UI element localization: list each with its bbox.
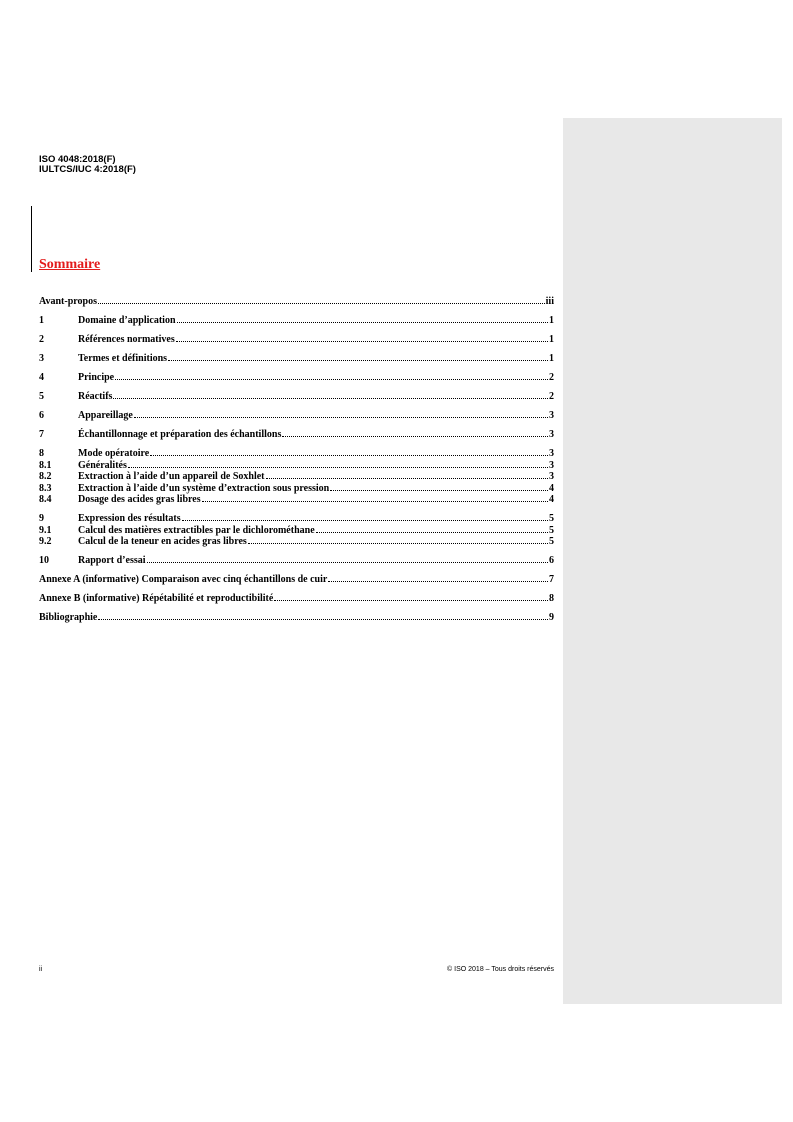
toc-entry-page: 1 bbox=[549, 334, 554, 345]
toc-leader-dots bbox=[274, 592, 548, 601]
toc-entry[interactable] bbox=[39, 371, 554, 383]
toc-entry-page: 3 bbox=[549, 410, 554, 421]
toc-entry-page: 5 bbox=[549, 524, 554, 536]
toc-entry-page: 5 bbox=[549, 513, 554, 524]
toc-leader-dots bbox=[147, 554, 548, 563]
toc-entry-page: 2 bbox=[549, 372, 554, 383]
toc-entry-page: 3 bbox=[549, 471, 554, 482]
toc-entry-label: Calcul de la teneur en acides gras libres bbox=[78, 536, 247, 547]
toc-entry[interactable] bbox=[39, 554, 554, 566]
toc-entry[interactable] bbox=[39, 592, 554, 604]
toc-entry-label: Dosage des acides gras libres bbox=[78, 494, 201, 505]
toc-entry[interactable] bbox=[39, 512, 554, 524]
toc-entry-page: 3 bbox=[549, 448, 554, 459]
toc-entry-label: Calcul des matières extractibles par le dichlorométhane bbox=[78, 524, 315, 536]
toc-leader-dots bbox=[134, 409, 548, 418]
toc-entry[interactable] bbox=[39, 611, 554, 623]
toc-leader-dots bbox=[98, 611, 548, 620]
toc-entry[interactable] bbox=[39, 573, 554, 585]
toc-entry[interactable] bbox=[39, 409, 554, 421]
toc-entry-label: Bibliographie bbox=[39, 612, 98, 623]
toc-entry-page: iii bbox=[545, 296, 554, 307]
toc-leader-dots bbox=[316, 524, 548, 533]
toc-entry-number: 2 bbox=[39, 334, 44, 345]
toc-entry-page: 2 bbox=[549, 391, 554, 402]
toc-leader-dots bbox=[328, 573, 548, 582]
toc-entry-label: Généralités bbox=[78, 459, 127, 471]
toc-entry-page: 6 bbox=[549, 555, 554, 566]
toc-entry-number: 4 bbox=[39, 372, 44, 383]
toc-entry[interactable] bbox=[39, 493, 554, 505]
toc-entry[interactable] bbox=[39, 482, 554, 494]
toc-entry-label: Avant-propos bbox=[39, 296, 97, 307]
toc-entry-number: 5 bbox=[39, 391, 44, 402]
toc-entry-number: 6 bbox=[39, 410, 44, 421]
toc-entry-label: Annexe A (informative) Comparaison avec cinq échantillons de cuir bbox=[39, 574, 328, 585]
toc-leader-dots bbox=[177, 314, 548, 323]
toc-entry-label: Termes et définitions bbox=[78, 353, 168, 364]
toc-entry-number: 9.2 bbox=[39, 536, 52, 547]
toc-entry[interactable] bbox=[39, 390, 554, 402]
toc-entry-page: 9 bbox=[549, 612, 554, 623]
toc-entry-page: 4 bbox=[549, 482, 554, 494]
toc-entry-number: 9.1 bbox=[39, 524, 52, 536]
toc-leader-dots bbox=[248, 535, 548, 544]
toc-leader-dots bbox=[202, 493, 548, 502]
toc-entry-number: 9 bbox=[39, 513, 44, 524]
toc-entry-label: Réactifs bbox=[78, 391, 113, 402]
toc-entry[interactable] bbox=[39, 352, 554, 364]
footer-page-number: ii bbox=[39, 966, 43, 973]
toc-entry-number: 8.3 bbox=[39, 482, 52, 494]
toc-title[interactable]: Sommaire bbox=[39, 257, 101, 272]
toc-entry-page: 4 bbox=[549, 494, 554, 505]
toc-entry[interactable] bbox=[39, 447, 554, 459]
toc-entry[interactable] bbox=[39, 333, 554, 345]
document-header bbox=[39, 155, 136, 175]
toc-entry-number: 8.4 bbox=[39, 494, 52, 505]
toc-entry-label: Rapport d’essai bbox=[78, 555, 146, 566]
toc-entry-label: Expression des résultats bbox=[78, 513, 181, 524]
toc-entry-number: 7 bbox=[39, 429, 44, 440]
toc-entry-label: Annexe B (informative) Répétabilité et reproductibilité bbox=[39, 593, 274, 604]
table-of-contents bbox=[39, 295, 554, 623]
toc-entry-page: 1 bbox=[549, 353, 554, 364]
footer-copyright: © ISO 2018 – Tous droits réservés bbox=[447, 966, 554, 973]
toc-leader-dots bbox=[182, 512, 548, 521]
toc-entry[interactable] bbox=[39, 459, 554, 471]
toc-leader-dots bbox=[115, 371, 548, 380]
toc-entry[interactable] bbox=[39, 524, 554, 536]
standard-number: ISO 4048:2018(F) bbox=[39, 154, 116, 165]
toc-entry-page: 5 bbox=[549, 536, 554, 547]
standard-number-iultcs: IULTCS/IUC 4:2018(F) bbox=[39, 164, 136, 175]
toc-entry-label: Extraction à l’aide d’un appareil de Soxhlet bbox=[78, 471, 265, 482]
toc-entry[interactable] bbox=[39, 470, 554, 482]
toc-entry-page: 1 bbox=[549, 315, 554, 326]
toc-entry-number: 8 bbox=[39, 448, 44, 459]
toc-entry-number: 1 bbox=[39, 315, 44, 326]
toc-entry-page: 3 bbox=[549, 459, 554, 471]
toc-entry[interactable] bbox=[39, 295, 554, 307]
change-bar bbox=[31, 206, 32, 272]
toc-leader-dots bbox=[128, 459, 548, 468]
toc-leader-dots bbox=[150, 447, 548, 456]
toc-entry-label: Appareillage bbox=[78, 410, 133, 421]
toc-leader-dots bbox=[176, 333, 548, 342]
toc-entry-page: 7 bbox=[549, 574, 554, 585]
toc-entry-label: Références normatives bbox=[78, 334, 175, 345]
toc-leader-dots bbox=[113, 390, 548, 399]
toc-leader-dots bbox=[266, 470, 549, 479]
toc-entry-number: 8.2 bbox=[39, 471, 52, 482]
toc-entry-page: 3 bbox=[549, 429, 554, 440]
toc-leader-dots bbox=[168, 352, 548, 361]
toc-entry-page: 8 bbox=[549, 593, 554, 604]
toc-leader-dots bbox=[282, 428, 548, 437]
comment-pane bbox=[563, 118, 782, 1004]
toc-entry-label: Extraction à l’aide d’un système d’extraction sous pression bbox=[78, 482, 330, 494]
toc-entry-number: 8.1 bbox=[39, 459, 52, 471]
toc-leader-dots bbox=[98, 295, 545, 304]
toc-leader-dots bbox=[330, 482, 548, 491]
toc-entry[interactable] bbox=[39, 314, 554, 326]
toc-entry-label: Échantillonnage et préparation des échantillons bbox=[78, 429, 282, 440]
toc-entry-label: Mode opératoire bbox=[78, 448, 150, 459]
toc-entry-label: Principe bbox=[78, 372, 115, 383]
toc-entry[interactable] bbox=[39, 428, 554, 440]
toc-entry-label: Domaine d’application bbox=[78, 315, 176, 326]
toc-entry-number: 10 bbox=[39, 555, 49, 566]
toc-entry[interactable] bbox=[39, 535, 554, 547]
toc-entry-number: 3 bbox=[39, 353, 44, 364]
